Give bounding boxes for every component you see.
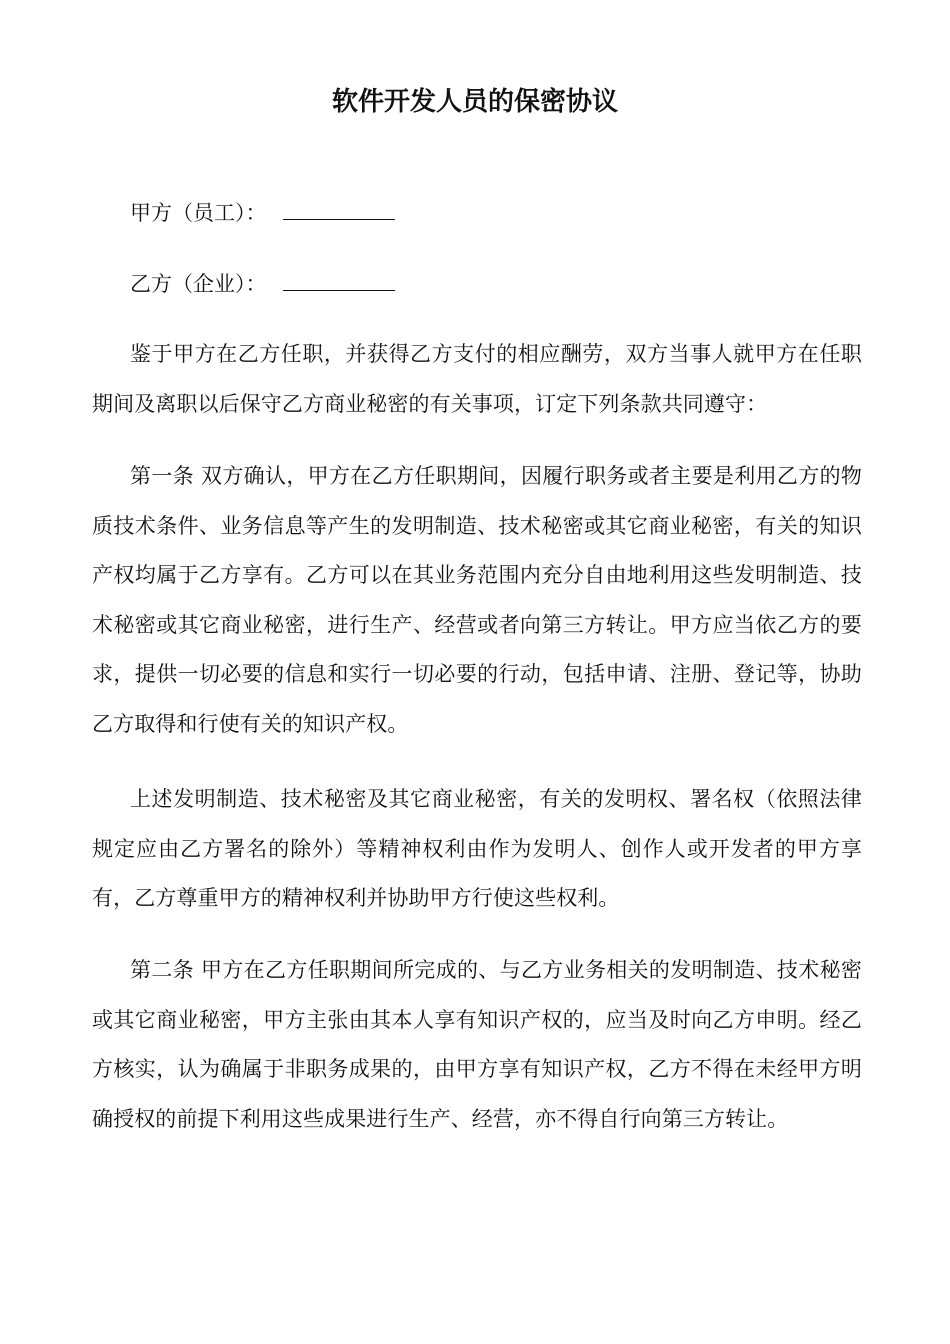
- moral-rights-paragraph: 上述发明制造、技术秘密及其它商业秘密，有关的发明权、署名权（依照法律规定应由乙方署名的除外）等精神权利由作为发明人、创作人或开发者的甲方享有，乙方尊重甲方的精神权利并协助甲方行使这些权利。: [92, 787, 862, 911]
- party-b-label: 乙方（企业）：: [130, 272, 267, 296]
- article-one-paragraph: 第一条 双方确认，甲方在乙方任职期间，因履行职务或者主要是利用乙方的物质技术条件、业务信息等产生的发明制造、技术秘密或其它商业秘密，有关的知识产权均属于乙方享有。乙方可以在其业务范围内充分自由地利用这些发明制造、技术秘密或其它商业秘密，进行生产、经营或者向第三方转让。甲方应当依乙方的要求，提供一切必要的信息和实行一切必要的行动，包括申请、注册、登记等，协助乙方取得和行使有关的知识产权。: [92, 464, 862, 736]
- article-two-paragraph: 第二条 甲方在乙方任职期间所完成的、与乙方业务相关的发明制造、技术秘密或其它商业秘密，甲方主张由其本人享有知识产权的，应当及时向乙方申明。经乙方核实，认为确属于非职务成果的，由甲方享有知识产权，乙方不得在未经甲方明确授权的前提下利用这些成果进行生产、经营，亦不得自行向第三方转让。: [92, 958, 862, 1131]
- party-a-label: 甲方（员工）：: [130, 201, 267, 225]
- party-b-line: [130, 268, 395, 299]
- document-title: 软件开发人员的保密协议: [331, 87, 618, 117]
- party-a-blank: [283, 197, 395, 220]
- preamble-paragraph: 鉴于甲方在乙方任职，并获得乙方支付的相应酬劳，双方当事人就甲方在任职期间及离职以后保守乙方商业秘密的有关事项，订定下列条款共同遵守：: [92, 342, 862, 416]
- party-b-blank: [283, 268, 395, 291]
- party-a-line: [130, 197, 395, 228]
